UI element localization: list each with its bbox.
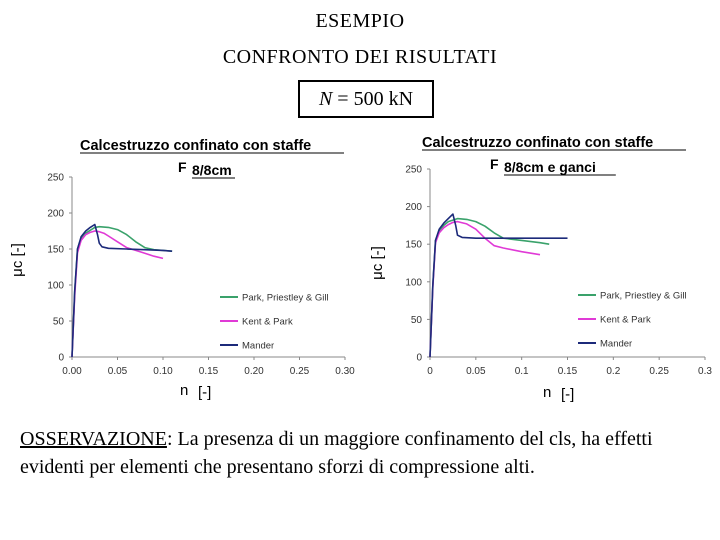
- x-axis-unit: [-]: [198, 384, 212, 401]
- y-axis-unit: [-]: [9, 243, 26, 257]
- x-tick-label: 0.25: [289, 366, 310, 377]
- y-axis-label: [9, 243, 26, 277]
- x-tick-label: 0.25: [649, 366, 669, 377]
- observation-text: La presenza di un maggiore confinamento del cls, ha effetti evidenti per elementi che presentano sforzi di compressione alti.: [20, 428, 653, 478]
- subtitle-symbol: F: [490, 156, 499, 172]
- legend-label-3: Mander: [242, 340, 275, 352]
- x-tick-label: 0.1: [514, 366, 529, 377]
- chart-title: Calcestruzzo confinato con staffe: [422, 135, 654, 151]
- subtitle-symbol: F: [178, 159, 187, 175]
- y-axis-unit: [-]: [369, 246, 386, 260]
- legend-label-2: Kent & Park: [242, 316, 293, 328]
- chart-staffe-ganci: [360, 125, 720, 410]
- y-tick-label: 200: [47, 208, 64, 220]
- x-tick-label: 0.2: [606, 366, 621, 377]
- x-tick-label: 0: [427, 366, 433, 377]
- observation-label: OSSERVAZIONE: [20, 428, 167, 450]
- legend-label-1: Park, Priestley & Gill: [600, 290, 687, 302]
- chart-subtitle: 8/8cm: [192, 162, 232, 178]
- slide-title-line1: ESEMPIO: [315, 10, 405, 32]
- x-tick-label: 0.10: [153, 366, 173, 377]
- x-tick-label: 0.00: [62, 366, 82, 377]
- legend-label-1: Park, Priestley & Gill: [242, 292, 329, 304]
- axial-load-box: [298, 80, 434, 118]
- y-axis-symbol: μc: [369, 259, 386, 280]
- legend-label-3: Mander: [600, 338, 633, 350]
- y-tick-label: 250: [405, 164, 422, 176]
- y-tick-label: 100: [405, 277, 422, 289]
- y-axis-label: [369, 246, 386, 280]
- y-axis-symbol: μc: [9, 256, 26, 277]
- x-tick-label: 0.15: [198, 366, 219, 377]
- y-tick-label: 0: [58, 352, 64, 364]
- slide-title-line2: CONFRONTO DEI RISULTATI: [222, 46, 498, 68]
- axial-load-symbol: N: [318, 88, 333, 110]
- x-tick-label: 0.30: [335, 366, 355, 377]
- x-tick-label: 0.20: [244, 366, 264, 377]
- y-tick-label: 50: [410, 314, 422, 326]
- observation-colon: :: [166, 428, 173, 450]
- y-tick-label: 0: [416, 352, 422, 364]
- y-tick-label: 150: [405, 239, 422, 251]
- axial-load-value: = 500 kN: [332, 88, 414, 110]
- chart-staffe: [0, 125, 360, 410]
- series-line-1: [430, 219, 549, 357]
- y-tick-label: 150: [47, 244, 64, 256]
- x-tick-label: 0.15: [557, 366, 578, 377]
- y-tick-label: 100: [47, 280, 64, 292]
- y-tick-label: 200: [405, 202, 422, 214]
- chart-title: Calcestruzzo confinato con staffe: [80, 138, 312, 154]
- x-tick-label: 0.3: [698, 366, 712, 377]
- y-tick-label: 250: [47, 172, 64, 184]
- x-axis-symbol: n: [543, 384, 552, 401]
- x-axis-symbol: n: [180, 382, 189, 399]
- x-tick-label: 0.05: [107, 366, 128, 377]
- x-axis-unit: [-]: [561, 386, 575, 403]
- series-line-2: [430, 222, 540, 357]
- x-tick-label: 0.05: [466, 366, 486, 377]
- observation-paragraph: [20, 425, 710, 481]
- y-tick-label: 50: [52, 316, 64, 328]
- chart-subtitle: 8/8cm e ganci: [504, 159, 596, 175]
- series-line-1: [72, 227, 172, 357]
- legend-label-2: Kent & Park: [600, 314, 651, 326]
